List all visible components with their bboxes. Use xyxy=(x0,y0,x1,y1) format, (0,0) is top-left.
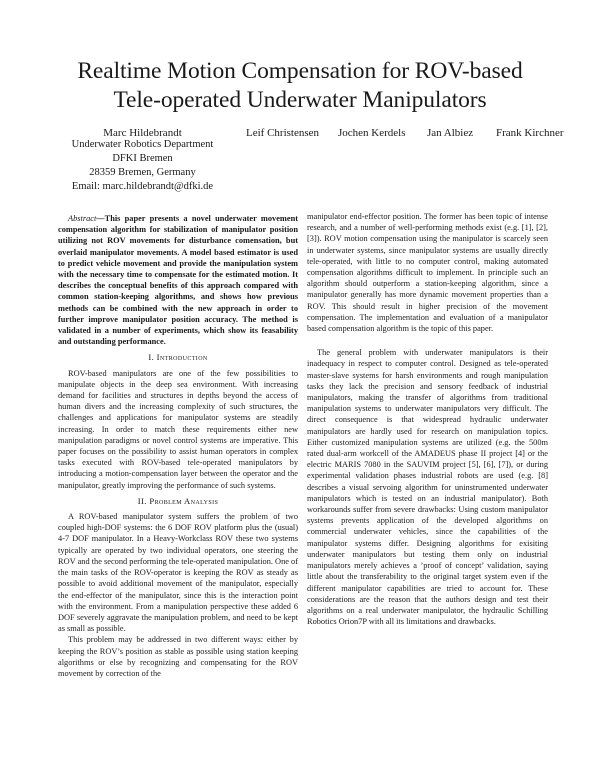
paper-title xyxy=(20,57,580,115)
abstract-text: —This paper presents a novel underwater movement compensation algorithm for stabilization of manipulator position utilizing not ROV movements for disturbance comensation, but overlaid manipulator movements. A model based estimator is used to predict vehicle movement and provide the manipulation system with the necessary time to compensate for the estimated motion. It describes the conceptual benefits of this approach compared with common station-keeping algorithms, and shows how previous methods can be combined with the new approach in order to further improve manipulator position accuracy. The method is validated in a number of experiments, which show its feasability and outstanding performance. xyxy=(58,214,298,347)
paragraph: ROV-based manipulators are one of the few possibilities to manipulate objects in the deep sea environment. With increasing demand for facilities and structures in depths beyond the access of human divers and the increasing complexity of such structures, the challenges and applications for manipulator systems are steadily increasing. In order to match these requirements either new manipulation paradigms or novel control systems are imperative. This paper focuses on the possibility to assist human operators in complex tasks executed with ROV-based tele-operated manipulators by introducing a motion-compensation layer between the operator and the manipulator, greatly improving the performance of such systems. xyxy=(58,368,298,490)
section-heading-problem-analysis: II. Problem Analysis xyxy=(137,495,219,506)
author-email: Email: marc.hildebrandt@dfki.de xyxy=(71,181,214,192)
affiliation-line: Underwater Robotics Department xyxy=(71,139,214,150)
first-author xyxy=(60,127,225,193)
author-name: Jochen Kerdels xyxy=(338,127,406,139)
paragraph: manipulator end-effector position. The former has been topic of intense research, and a number of well-performing methods exist (e.g. [1], [2], [3]). ROV motion compensation using the manipulator is scarcely seen in underwater systems, since manipulator systems are usually directly tele-operated, with little to no computer control, making automated compensation algorithms difficult to implement. In principle such an algorithm should outperform a station-keeping algorithm, since a manipulator generally has more dynamic movement properties than a ROV. This should result in higher precision of the movement compensation. The implementation and evaluation of a manipulator based compensation algorithm is the topic of this paper. xyxy=(307,212,548,334)
title-line: Tele-operated Underwater Manipulators xyxy=(113,87,487,113)
affiliation-line: 28359 Bremen, Germany xyxy=(89,167,196,178)
section-heading-introduction: I. Introduction xyxy=(148,352,208,363)
affiliation-line: DFKI Bremen xyxy=(112,153,173,164)
author-name: Frank Kirchner xyxy=(496,127,564,139)
right-column xyxy=(307,211,548,627)
paragraph: The general problem with underwater manipulators is their inadequacy in respect to computer control. Designed as tele-operated master-slave systems for harsh environments and rough manipulation tasks they lack the precision and sensory feedback of industrial manipulators, making the transfer of algorithms from traditional manipulation systems to underwater manipulators very difficult. The direct consequence is that widespread hydraulic underwater manipulators are hardly used for research on manipulation topics. Either customized manipulation systems are utilized (e.g. the 500m rated dual-arm workcell of the AMADEUS phase II project [4] or the electric MARIS 7080 in the SAUVIM project [5], [6], [7]), or during experimental validation phases industrial robots are used (e.g. [8] describes a visual servoing algorithm for uninstrumented underwater manipulators which is tested on an industrial manipulator). Both workarounds suffer from severe drawbacks: Using custom manipulator systems prevents application of the developed algorithms on commercial underwater vehicles, since the capabilities of the manipulator systems differ. Designing algorithms for exisiting underwater manipulators but testing them only on industrial manipulators merely achieves a ’proof of concept’ validation, saying little about the transferability to the original target system even if the different manipulator capabilities are tried to account for. These considerations are the reason that the authors design and test their algorithms on a real underwater manipulator, the hydraulic Schilling Robotics Orion7P with all its limitations and drawbacks. xyxy=(307,348,548,627)
paragraph: This problem may be addressed in two different ways: either by keeping the ROV’s position as stable as possible using station keeping algorithms or else by recognizing and compensating for the ROV movement by correction of the xyxy=(58,635,298,678)
title-line: Realtime Motion Compensation for ROV-based xyxy=(77,58,523,84)
author-name: Leif Christensen xyxy=(246,127,320,139)
author-name: Marc Hildebrandt xyxy=(103,127,182,139)
abstract xyxy=(58,213,298,347)
paragraph: A ROV-based manipulator system suffers the problem of two coupled high-DOF systems: the 6 DOF ROV platform plus the (usual) 4-7 DOF manipulator. In a Heavy-Workclass ROV these two systems typically are operated by two individual operators, one steering the ROV and the second performing the tele-operated manipulation. One of the main tasks of the ROV-operator is keeping the ROV as steady as possible to avoid additional movement of the manipulator, especially the end-effector of the manipulator, since this is the interaction point with the environment. From a manipulation perspective these added 6 DOF severely aggravate the manipulation problem, and need to be kept as small as possible. xyxy=(58,512,298,634)
left-column xyxy=(58,213,298,679)
author-name: Jan Albiez xyxy=(427,127,474,139)
abstract-label: Abstract xyxy=(68,214,97,223)
